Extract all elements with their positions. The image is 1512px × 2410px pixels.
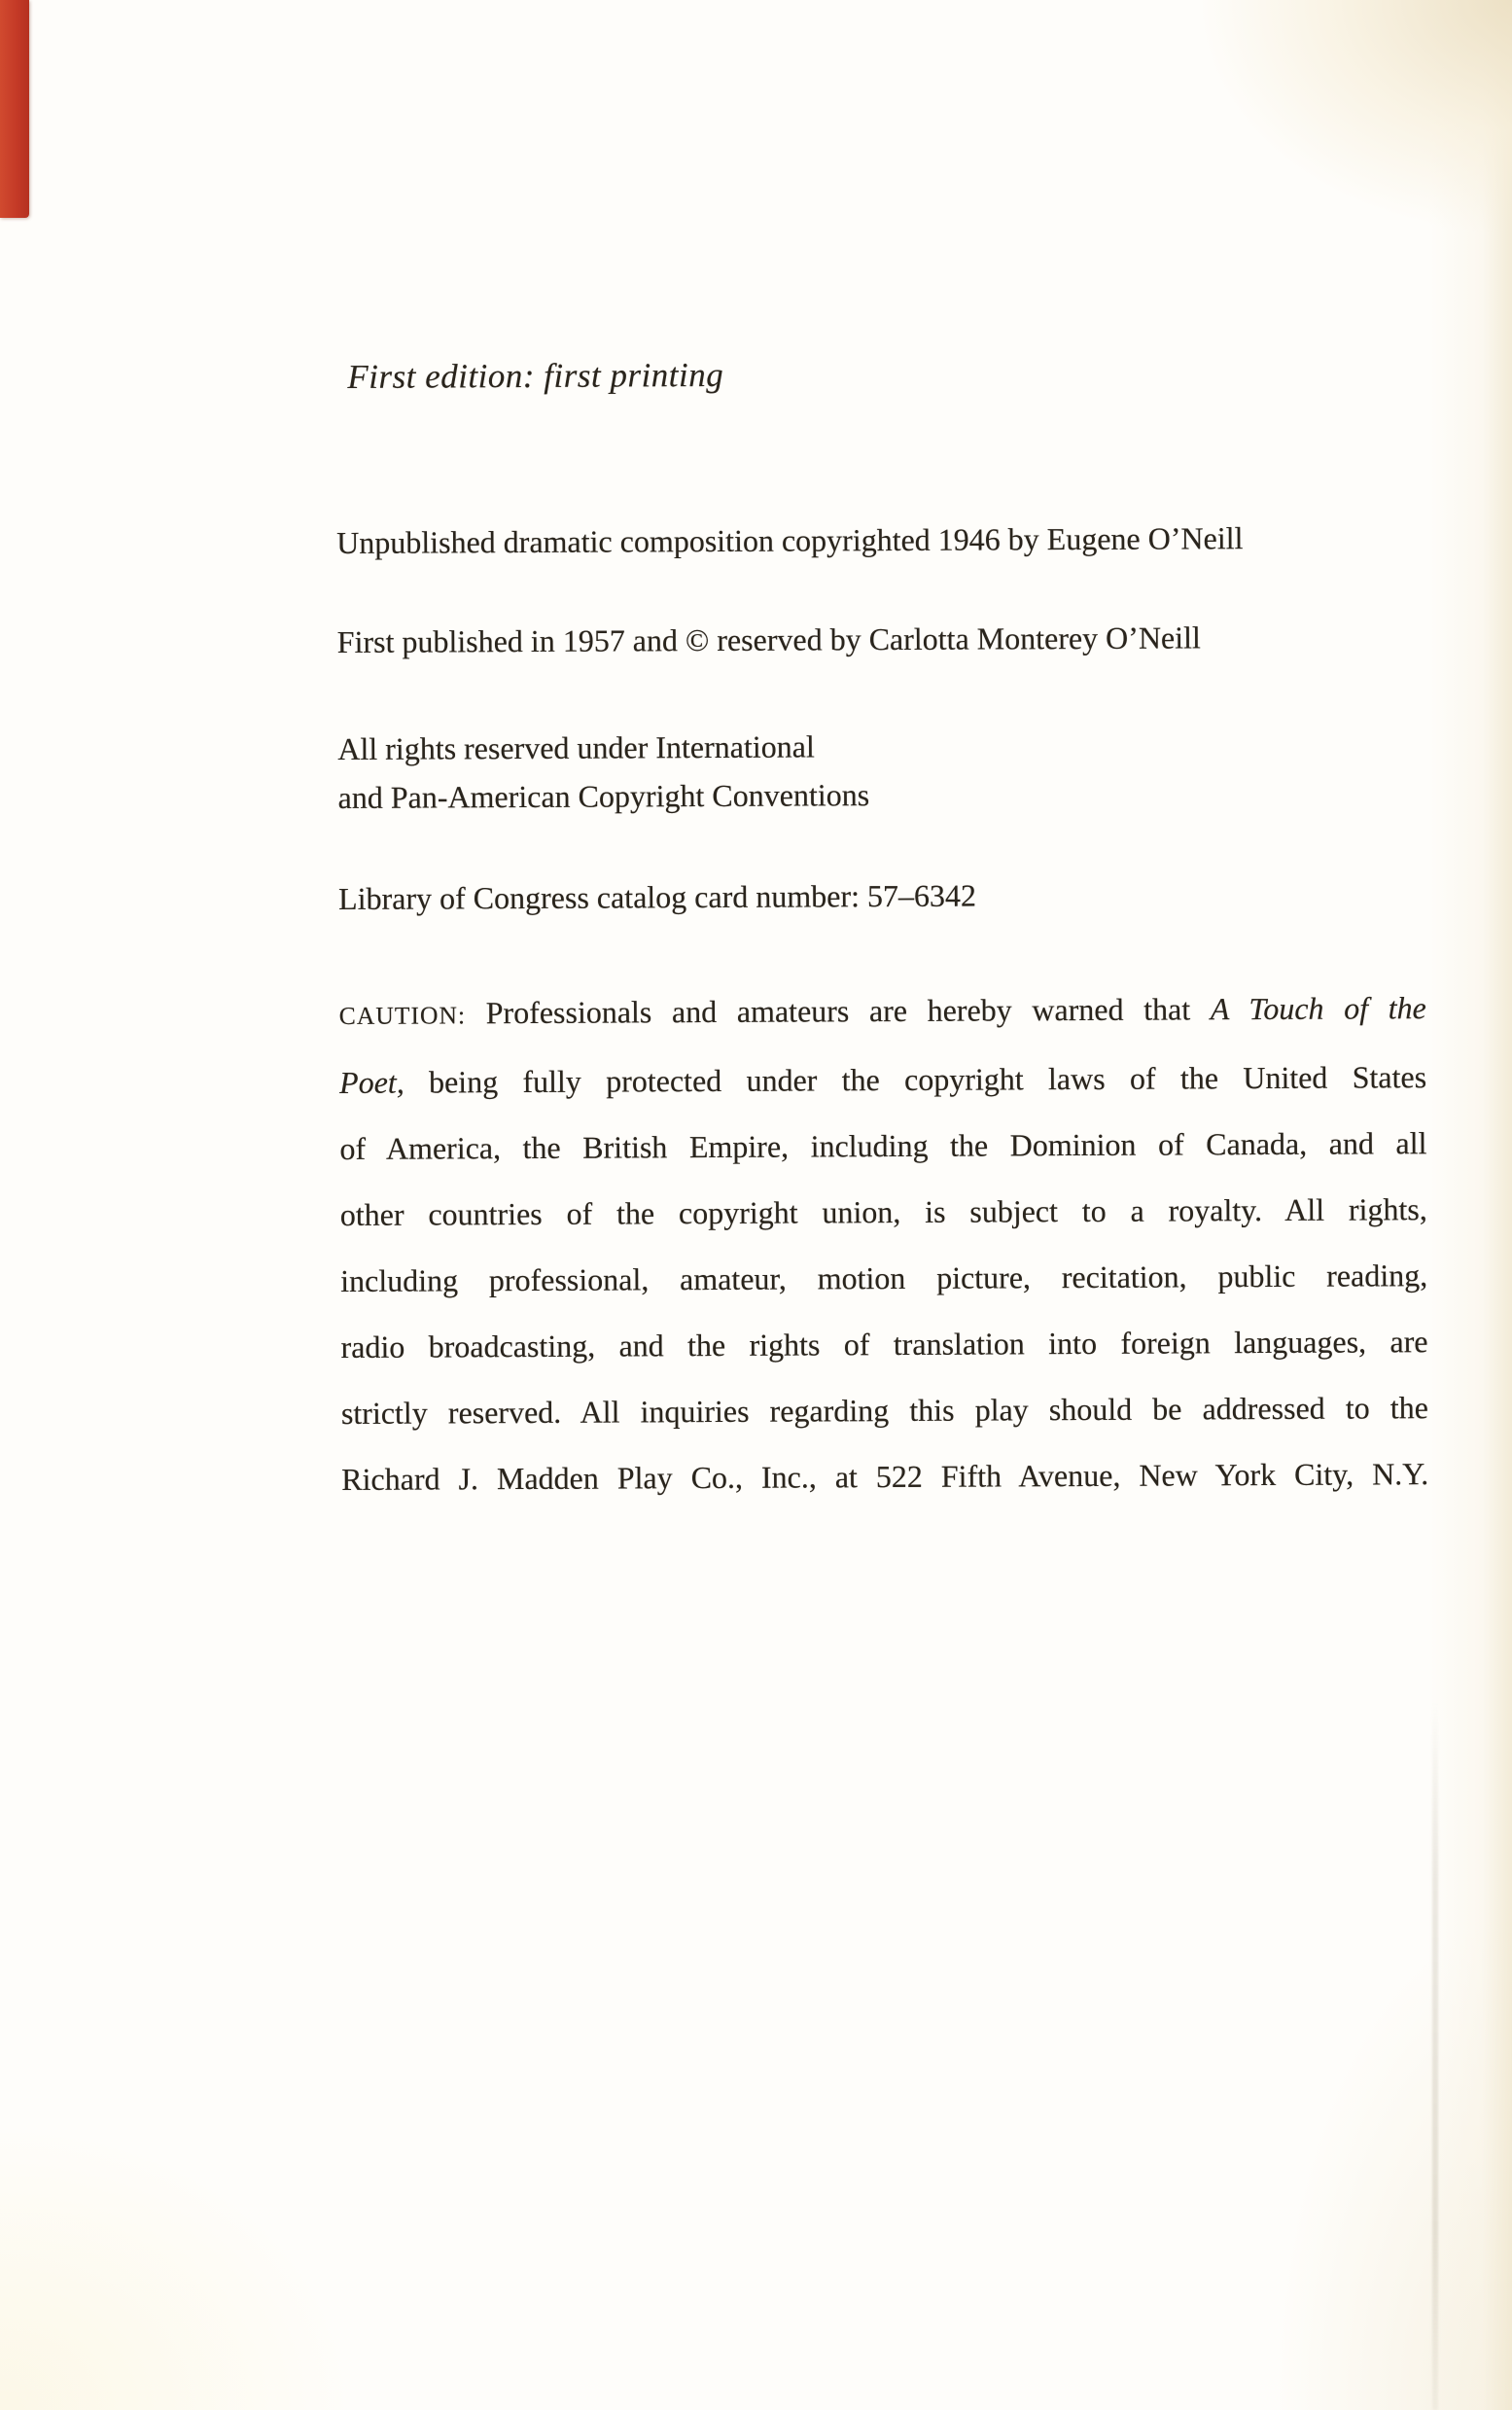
book-cover-edge-artifact [0,0,29,218]
caution-line-5: including professional, amateur, motion picture, recitation, public reading, [340,1258,1428,1298]
rights-line-2: and Pan-American Copyright Conventions [337,777,870,816]
caution-line-8: Richard J. Madden Play Co., Inc., at 522 Fifth Avenue, New York City, N.Y. [341,1456,1429,1497]
copyright-text-block [334,0,1433,2410]
caution-paragraph [339,975,1429,1512]
caution-line-4: other countries of the copyright union, is subject to a royalty. All rights, [339,1191,1427,1232]
page-crease-shadow [1432,1702,1438,2410]
caution-label: CAUTION: [338,1001,467,1030]
play-title-part-2: Poet, [339,1064,404,1100]
caution-line-7: strictly reserved. All inquiries regarding this play should be addressed to the [340,1390,1428,1431]
caution-line-2 [339,1044,1426,1116]
edition-note: First edition: first printing [347,355,724,396]
rights-line-1: All rights reserved under International [337,728,815,767]
caution-line-2-text: being fully protected under the copyright laws of the United States [428,1059,1427,1100]
rights-reserved-paragraph [337,719,1425,822]
play-title-part-1: A Touch of the [1210,990,1426,1027]
caution-line-6: radio broadcasting, and the rights of translation into foreign languages, are [340,1324,1428,1364]
unpublished-copyright-line: Unpublished dramatic composition copyrighted 1946 by Eugene O’Neill [336,520,1244,561]
caution-line-3: of America, the British Empire, including the Dominion of Canada, and all [339,1125,1427,1166]
caution-line-1-text: Professionals and amateurs are hereby warned that [485,991,1191,1031]
library-of-congress-line: Library of Congress catalog card number: 57–6342 [338,877,977,916]
caution-line-1 [339,975,1426,1049]
first-published-line: First published in 1957 and © reserved by Carlotta Monterey O’Neill [336,620,1201,660]
